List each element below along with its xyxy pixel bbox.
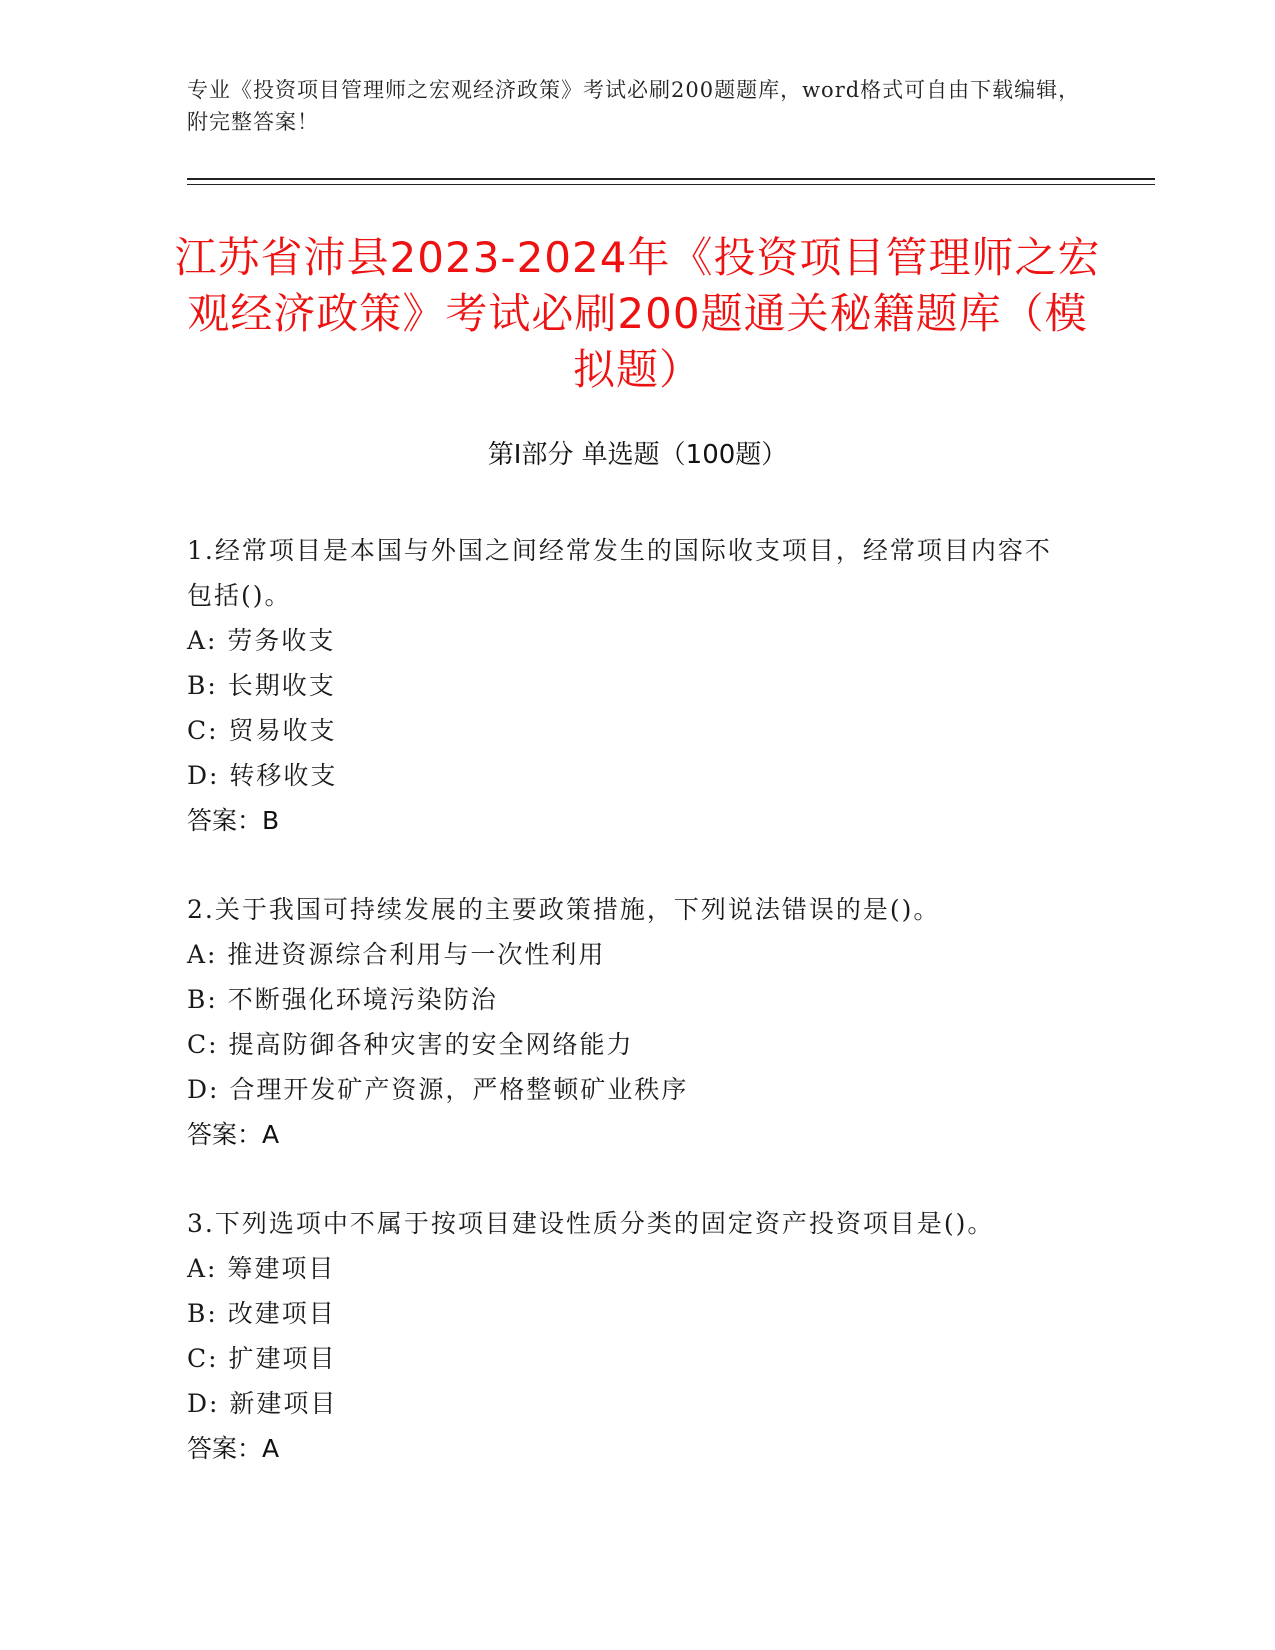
option-a: A: 推进资源综合利用与一次性利用	[187, 940, 606, 969]
question-1	[187, 528, 1057, 843]
option-d: D: 转移收支	[187, 761, 338, 790]
option-d: D: 合理开发矿产资源，严格整顿矿业秩序	[187, 1075, 689, 1104]
option-b: B: 长期收支	[187, 671, 336, 700]
answer: 答案：A	[187, 1120, 280, 1149]
header-note: 专业《投资项目管理师之宏观经济政策》考试必刷200题题库，word格式可自由下载编辑，附完整答案！	[187, 78, 1081, 134]
answer: 答案：A	[187, 1434, 280, 1463]
header-rule-thin	[187, 184, 1155, 185]
document-title: 江苏省沛县2023-2024年《投资项目管理师之宏观经济政策》考试必刷200题通关秘籍题库（模拟题）	[174, 233, 1101, 394]
header-rule-thick	[187, 178, 1155, 180]
question-2	[187, 887, 1057, 1157]
option-b: B: 不断强化环境污染防治	[187, 985, 498, 1014]
option-c: C: 提高防御各种灾害的安全网络能力	[187, 1030, 634, 1059]
option-c: C: 扩建项目	[187, 1344, 337, 1373]
answer: 答案：B	[187, 806, 280, 835]
option-a: A: 劳务收支	[187, 626, 336, 655]
question-list	[187, 528, 1057, 1515]
question-text: 1.经常项目是本国与外国之间经常发生的国际收支项目，经常项目内容不包括()。	[187, 536, 1052, 610]
option-c: C: 贸易收支	[187, 716, 337, 745]
question-text: 3.下列选项中不属于按项目建设性质分类的固定资产投资项目是()。	[187, 1209, 995, 1238]
section-title: 第I部分 单选题（100题）	[487, 440, 788, 470]
option-a: A: 筹建项目	[187, 1254, 336, 1283]
question-3	[187, 1201, 1057, 1471]
option-b: B: 改建项目	[187, 1299, 336, 1328]
option-d: D: 新建项目	[187, 1389, 338, 1418]
question-text: 2.关于我国可持续发展的主要政策措施，下列说法错误的是()。	[187, 895, 941, 924]
